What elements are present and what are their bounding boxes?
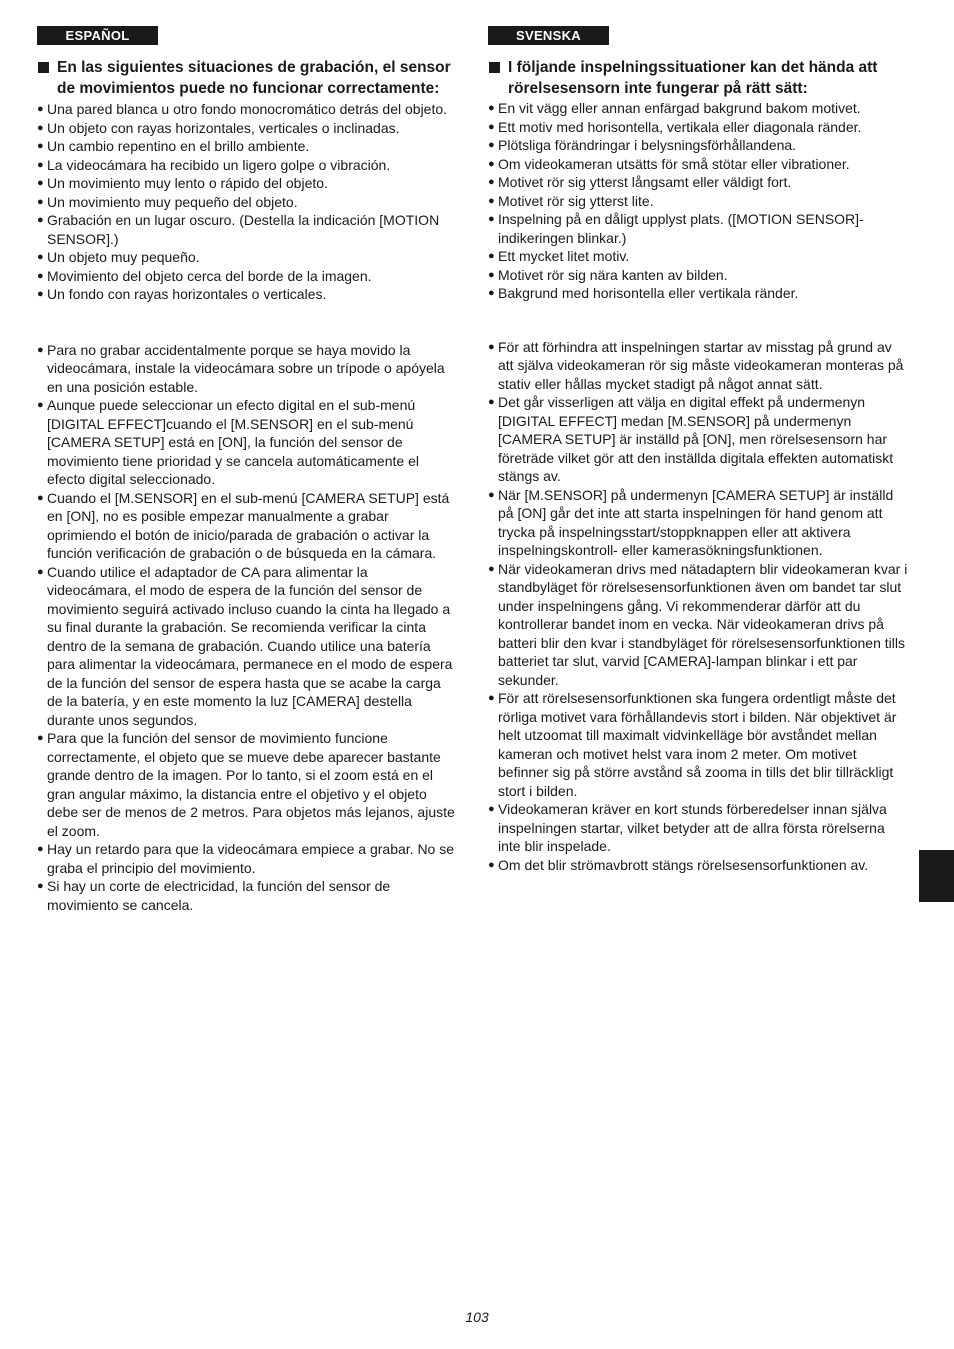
list-item-text: Un fondo con rayas horizontales o verticales. <box>47 286 327 302</box>
list-item-text: Ett mycket litet motiv. <box>498 248 630 264</box>
bullet-dot-icon: ● <box>488 157 495 170</box>
bullet-dot-icon: ● <box>488 488 495 501</box>
bullet-dot-icon: ● <box>488 692 495 704</box>
bullet-dot-icon: ● <box>488 396 495 408</box>
list-item <box>37 119 455 138</box>
list-item <box>37 341 455 397</box>
heading-text: I följande inspelningssituationer kan det hända att rörelsesensorn inte fungerar på rätt sätt: <box>508 59 878 97</box>
list-item-text: Ett motiv med horisontella, vertikala eller diagonala ränder. <box>498 118 862 135</box>
section-heading-swedish <box>488 58 908 99</box>
bullet-dot-icon: ● <box>488 194 495 207</box>
spanish-column <box>37 26 455 914</box>
bullet-dot-icon: ● <box>488 176 495 188</box>
list-item <box>37 489 455 563</box>
square-bullet-icon <box>38 62 49 73</box>
list-item <box>488 173 908 192</box>
situation-list-spanish <box>37 100 455 304</box>
list-item <box>37 174 455 193</box>
section-edge-tab <box>919 850 954 902</box>
list-item <box>37 193 455 212</box>
list-item-text: Motivet rör sig nära kanten av bilden. <box>498 266 728 283</box>
page-number: 103 <box>465 1309 489 1325</box>
list-item-text: Un movimiento muy pequeño del objeto. <box>47 193 298 210</box>
bullet-dot-icon: ● <box>37 565 44 578</box>
bullet-dot-icon: ● <box>37 158 44 171</box>
list-item-text: Una pared blanca u otro fondo monocromático detrás del objeto. <box>47 101 448 117</box>
list-item-text: Inspelning på en dåligt upplyst plats. ([MOTION SENSOR]-indikeringen blinkar.) <box>498 211 864 246</box>
bullet-dot-icon: ● <box>488 562 495 575</box>
list-item <box>488 136 908 155</box>
bullet-dot-icon: ● <box>488 858 495 871</box>
bullet-dot-icon: ● <box>488 102 495 114</box>
list-item-text: La videocámara ha recibido un ligero golpe o vibración. <box>47 156 391 173</box>
list-item-text: Grabación en un lugar oscuro. (Destella la indicación [MOTION SENSOR].) <box>47 212 440 247</box>
list-item-text: Movimiento del objeto cerca del borde de la imagen. <box>47 267 372 284</box>
list-item-text: Hay un retardo para que la videocámara empiece a grabar. No se graba el principio del movimiento. <box>47 841 455 876</box>
square-bullet-icon <box>489 62 500 73</box>
list-item <box>488 99 908 118</box>
list-item-text: För att rörelsesensorfunktionen ska fungera ordentligt måste det rörliga motivet vara förhållandevis stort i bilden. När objektivet är helt utzoomat till maximalt vidvinkelläge bör avståndet mellan kameran och motivet helst vara inom 2 meter. Om motivet befinner sig på större avstånd så zooma in tills det blir tillräckligt stort i bilden. <box>498 690 897 799</box>
language-label-spanish: ESPAÑOL <box>37 26 158 45</box>
list-item <box>488 689 908 800</box>
list-item <box>37 100 455 119</box>
list-item <box>37 267 455 286</box>
list-item <box>488 155 908 174</box>
bullet-dot-icon: ● <box>37 251 44 263</box>
list-item <box>488 338 908 394</box>
list-item-text: Videokameran kräver en kort stunds förberedelser innan själva inspelningen startar, vilket betyder att de allra första rörelserna inte blir inspelade. <box>498 801 887 854</box>
bullet-dot-icon: ● <box>488 139 495 151</box>
bullet-dot-icon: ● <box>37 214 44 226</box>
bullet-dot-icon: ● <box>488 120 495 133</box>
list-item-text: Plötsliga förändringar i belysningsförhållandena. <box>498 137 797 153</box>
list-item <box>37 211 455 248</box>
bullet-dot-icon: ● <box>37 140 44 152</box>
list-item <box>488 560 908 690</box>
bullet-dot-icon: ● <box>488 340 495 353</box>
list-item-text: Si hay un corte de electricidad, la función del sensor de movimiento se cancela. <box>47 878 391 913</box>
list-item <box>37 840 455 877</box>
bullet-dot-icon: ● <box>488 250 495 262</box>
list-item <box>488 393 908 486</box>
list-item <box>488 247 908 266</box>
bullet-dot-icon: ● <box>37 399 44 411</box>
swedish-column <box>488 26 908 874</box>
notes-list-swedish <box>488 338 908 875</box>
bullet-dot-icon: ● <box>37 343 44 356</box>
list-item <box>488 266 908 285</box>
list-item-text: För att förhindra att inspelningen startar av misstag på grund av att själva videokameran rör sig måste videokameran monteras på stativ eller hållas mycket stadigt på något annat sätt. <box>498 338 904 392</box>
list-item <box>488 856 908 875</box>
list-item <box>37 248 455 267</box>
heading-text: En las siguientes situaciones de grabación, el sensor de movimientos puede no funcionar correctamente: <box>57 59 451 97</box>
list-item-text: Motivet rör sig ytterst långsamt eller väldigt fort. <box>498 174 792 190</box>
list-item-text: Para que la función del sensor de movimiento funcione correctamente, el objeto que se mueve debe aparecer bastante grande dentro de la imagen. Por lo tanto, si el zoom está en el gran angular máximo, la distancia entre el objetivo y el objeto debe ser de menos de 2 metros. Para objetos más lejanos, ajuste el zoom. <box>47 730 455 839</box>
bullet-dot-icon: ● <box>488 803 495 815</box>
list-item <box>37 563 455 730</box>
list-item <box>37 285 455 304</box>
list-item-text: En vit vägg eller annan enfärgad bakgrund bakom motivet. <box>498 100 861 116</box>
list-item <box>488 210 908 247</box>
list-item <box>37 729 455 840</box>
bullet-dot-icon: ● <box>37 880 44 892</box>
list-item-text: Motivet rör sig ytterst lite. <box>498 192 654 209</box>
bullet-dot-icon: ● <box>37 269 44 282</box>
list-item <box>488 118 908 137</box>
list-item <box>488 800 908 856</box>
list-item <box>37 877 455 914</box>
bullet-dot-icon: ● <box>37 177 44 189</box>
bullet-dot-icon: ● <box>37 843 44 855</box>
list-item-text: Un movimiento muy lento o rápido del objeto. <box>47 175 328 191</box>
list-item <box>488 284 908 303</box>
list-item-text: Om videokameran utsätts för små stötar eller vibrationer. <box>498 155 850 172</box>
bullet-dot-icon: ● <box>488 268 495 281</box>
bullet-dot-icon: ● <box>37 103 44 115</box>
list-item <box>37 396 455 489</box>
bullet-dot-icon: ● <box>37 121 44 134</box>
list-item-text: Det går visserligen att välja en digital effekt på undermenyn [DIGITAL EFFECT] medan [M.SENSOR] på undermenyn [CAMERA SETUP] är inställd på [ON], men rörelsesensorn har företräde vilket gör att den inställda digitala effekten automatiskt stängs av. <box>498 394 894 484</box>
language-label-swedish: SVENSKA <box>488 26 609 45</box>
bullet-dot-icon: ● <box>37 491 44 504</box>
list-item-text: Para no grabar accidentalmente porque se haya movido la videocámara, instale la videocámara sobre un trípode o apóyela en una posición estable. <box>47 341 445 395</box>
list-item-text: Aunque puede seleccionar un efecto digital en el sub-menú [DIGITAL EFFECT]cuando el [M.SENSOR] en el sub-menú [CAMERA SETUP] está en [ON], la función del sensor de movimiento tiene prioridad y se cancela automáticamente el efecto digital seleccionado. <box>47 397 419 487</box>
list-item <box>488 486 908 560</box>
list-item-text: När videokameran drivs med nätadaptern blir videokameran kvar i standbyläget för rörelsesensorfunktionen även om bandet tar slut under inspelningens gång. Vi rekommenderar därför att du kontrollerar bandet inom en vecka. När videokameran drivs på batteri blir den kvar i standbyläget för rörelsesensorfunktionen tills batteriet tar slut, varvid [CAMERA]-lampan blinkar i ett par sekunder. <box>498 560 908 688</box>
list-item <box>37 156 455 175</box>
list-item-text: Bakgrund med horisontella eller vertikala ränder. <box>498 285 799 301</box>
list-item-text: Un objeto muy pequeño. <box>47 249 200 265</box>
bullet-dot-icon: ● <box>37 288 44 300</box>
bullet-dot-icon: ● <box>37 732 44 744</box>
list-item-text: Cuando utilice el adaptador de CA para alimentar la videocámara, el modo de espera de la función del sensor de movimiento seguirá activado incluso cuando la cinta ha llegado a su final durante la grabación. Se recomienda verificar la cinta dentro de la semana de grabación. Cuando utilice una batería para alimentar la videocámara, permanece en el modo de espera de la función del sensor de espera hasta que se acabe la carga de la batería, y en este momento la luz [CAMERA] destella durante unos segundos. <box>47 563 453 728</box>
situation-list-swedish <box>488 99 908 303</box>
section-heading-spanish <box>37 58 455 99</box>
notes-list-spanish <box>37 341 455 915</box>
list-item-text: Cuando el [M.SENSOR] en el sub-menú [CAMERA SETUP] está en [ON], no es posible empezar manualmente a grabar oprimiendo el botón de inicio/parada de grabación o activar la función verificación de grabación o de búsqueda en la cámara. <box>47 489 450 561</box>
list-item <box>488 192 908 211</box>
list-item-text: När [M.SENSOR] på undermenyn [CAMERA SETUP] är inställd på [ON] går det inte att starta inspelningen för hand genom att trycka på inspelningsstart/stoppknappen eller att aktivera inspelningskontroll- eller kamerasökningsfunktionen. <box>498 486 894 558</box>
list-item-text: Om det blir strömavbrott stängs rörelsesensorfunktionen av. <box>498 856 869 873</box>
bullet-dot-icon: ● <box>37 195 44 208</box>
bullet-dot-icon: ● <box>488 213 495 225</box>
list-item-text: Un cambio repentino en el brillo ambiente. <box>47 138 310 154</box>
bullet-dot-icon: ● <box>488 287 495 299</box>
list-item-text: Un objeto con rayas horizontales, verticales o inclinadas. <box>47 119 400 136</box>
list-item <box>37 137 455 156</box>
